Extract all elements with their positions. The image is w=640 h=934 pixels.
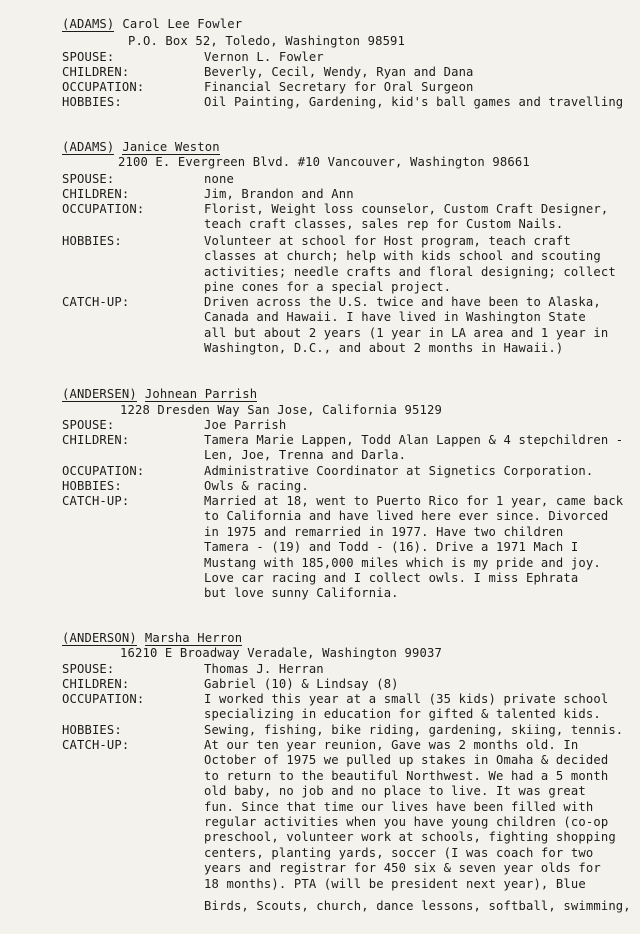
field-line: Joe Parrish: [204, 418, 287, 432]
field-line: regular activities when you have young children (co-op: [204, 815, 609, 830]
field-line: Vernon L. Fowler: [204, 50, 324, 64]
field-value: [204, 187, 634, 202]
entry-address: P.O. Box 52, Toledo, Washington 98591: [128, 34, 406, 48]
field-line: Jim, Brandon and Ann: [204, 187, 354, 201]
field-line: none: [204, 172, 234, 186]
field-line: Beverly, Cecil, Wendy, Ryan and Dana: [204, 65, 474, 79]
field-value: [204, 677, 634, 692]
field-line: Love car racing and I collect owls. I miss Ephrata: [204, 571, 579, 586]
field-line: old baby, no job and no place to live. It was great: [204, 784, 586, 799]
field-line: Len, Joe, Trenna and Darla.: [204, 448, 407, 463]
field-line: preschool, volunteer work at schools, fighting shopping: [204, 830, 616, 845]
field-value: [204, 65, 634, 80]
field-line: Florist, Weight loss counselor, Custom Craft Designer,: [204, 202, 609, 216]
field-line: Tamera - (19) and Todd - (16). Drive a 1971 Mach I: [204, 540, 579, 555]
field-value: [204, 80, 634, 95]
field-line: Oil Painting, Gardening, kid's ball games and travelling: [204, 95, 624, 109]
entry-surname: (ADAMS): [62, 140, 115, 154]
field-line: all but about 2 years (1 year in LA area and 1 year in: [204, 325, 609, 340]
field-value: [204, 50, 634, 65]
entry-first-name: Janice Weston: [122, 140, 220, 154]
field-line: classes at church; help with kids school and scouting: [204, 249, 601, 264]
field-value: [204, 723, 634, 738]
field-line: Owls & racing.: [204, 479, 309, 493]
field-label: HOBBIES:: [62, 479, 122, 493]
continuation-line: Birds, Scouts, church, dance lessons, softball, swimming,: [204, 899, 631, 913]
entry-address: 16210 E Broadway Veradale, Washington 99037: [120, 646, 442, 660]
field-label: CHILDREN:: [62, 65, 130, 79]
field-line: Gabriel (10) & Lindsay (8): [204, 677, 399, 691]
field-line: Married at 18, went to Puerto Rico for 1 year, came back: [204, 494, 624, 508]
entry-surname: (ANDERSEN): [62, 387, 137, 401]
field-line: centers, planting yards, soccer (I was coach for two: [204, 845, 594, 860]
field-line: to California and have lived here ever since. Divorced: [204, 509, 609, 524]
field-line: teach craft classes, sales rep for Custom Nails.: [204, 217, 564, 232]
field-value: [204, 172, 634, 187]
field-label: HOBBIES:: [62, 95, 122, 109]
field-line: 18 months). PTA (will be president next year), Blue: [204, 876, 586, 891]
field-value: [204, 738, 634, 892]
field-label: CHILDREN:: [62, 677, 130, 691]
field-line: Canada and Hawaii. I have lived in Washington State: [204, 310, 586, 325]
field-line: Sewing, fishing, bike riding, gardening, skiing, tennis.: [204, 723, 624, 737]
field-line: but love sunny California.: [204, 586, 399, 601]
field-label: CHILDREN:: [62, 187, 130, 201]
entry-name: [62, 17, 242, 32]
field-line: pine cones for a special project.: [204, 280, 452, 295]
field-line: to return to the beautiful Northwest. We had a 5 month: [204, 768, 609, 783]
entry-first-name: Marsha Herron: [144, 631, 243, 645]
entry-name: [62, 631, 242, 646]
field-line: Mustang with 185,000 miles which is my pride and joy.: [204, 555, 601, 570]
field-label: CHILDREN:: [62, 433, 130, 447]
field-line: Financial Secretary for Oral Surgeon: [204, 80, 474, 94]
field-value: [204, 202, 634, 233]
field-value: [204, 464, 634, 479]
field-line: Thomas J. Herran: [204, 662, 324, 676]
field-label: SPOUSE:: [62, 50, 115, 64]
field-line: specializing in education for gifted & talented kids.: [204, 707, 601, 722]
field-value: [204, 234, 634, 296]
field-line: in 1975 and remarried in 1977. Have two children: [204, 524, 564, 539]
field-label: OCCUPATION:: [62, 80, 145, 94]
entry-address: 1228 Dresden Way San Jose, California 95129: [120, 403, 442, 417]
field-value: [204, 662, 634, 677]
field-line: I worked this year at a small (35 kids) private school: [204, 692, 609, 706]
field-value: [204, 692, 634, 723]
field-line: activities; needle crafts and floral designing; collect: [204, 264, 616, 279]
field-line: fun. Since that time our lives have been filled with: [204, 799, 594, 814]
field-line: Washington, D.C., and about 2 months in Hawaii.): [204, 341, 564, 356]
field-line: October of 1975 we pulled up stakes in Omaha & decided: [204, 753, 609, 768]
field-label: OCCUPATION:: [62, 692, 145, 706]
field-label: CATCH-UP:: [62, 295, 130, 309]
field-value: [204, 95, 634, 110]
field-value: [204, 494, 634, 602]
field-value: [204, 433, 634, 464]
field-label: CATCH-UP:: [62, 494, 130, 508]
field-line: Driven across the U.S. twice and have been to Alaska,: [204, 295, 601, 309]
field-label: OCCUPATION:: [62, 464, 145, 478]
field-label: HOBBIES:: [62, 723, 122, 737]
entry-name: [62, 387, 257, 402]
field-line: At our ten year reunion, Gave was 2 months old. In: [204, 738, 579, 752]
entry-name: [62, 140, 220, 155]
entry-address: 2100 E. Evergreen Blvd. #10 Vancouver, Washington 98661: [118, 155, 530, 169]
field-value: [204, 418, 634, 433]
entry-first-name: Carol Lee Fowler: [122, 17, 243, 31]
entry-first-name: Johnean Parrish: [144, 387, 258, 401]
field-line: Tamera Marie Lappen, Todd Alan Lappen & 4 stepchildren -: [204, 433, 624, 447]
field-label: SPOUSE:: [62, 662, 115, 676]
entry-surname: (ADAMS): [62, 17, 115, 31]
field-value: [204, 295, 634, 357]
field-label: SPOUSE:: [62, 172, 115, 186]
field-line: years and registrar for 450 six & seven year olds for: [204, 861, 601, 876]
field-label: SPOUSE:: [62, 418, 115, 432]
field-line: Volunteer at school for Host program, teach craft: [204, 234, 571, 248]
field-line: Administrative Coordinator at Signetics Corporation.: [204, 464, 594, 478]
field-label: HOBBIES:: [62, 234, 122, 248]
field-label: OCCUPATION:: [62, 202, 145, 216]
field-label: CATCH-UP:: [62, 738, 130, 752]
field-value: [204, 479, 634, 494]
entry-surname: (ANDERSON): [62, 631, 137, 645]
